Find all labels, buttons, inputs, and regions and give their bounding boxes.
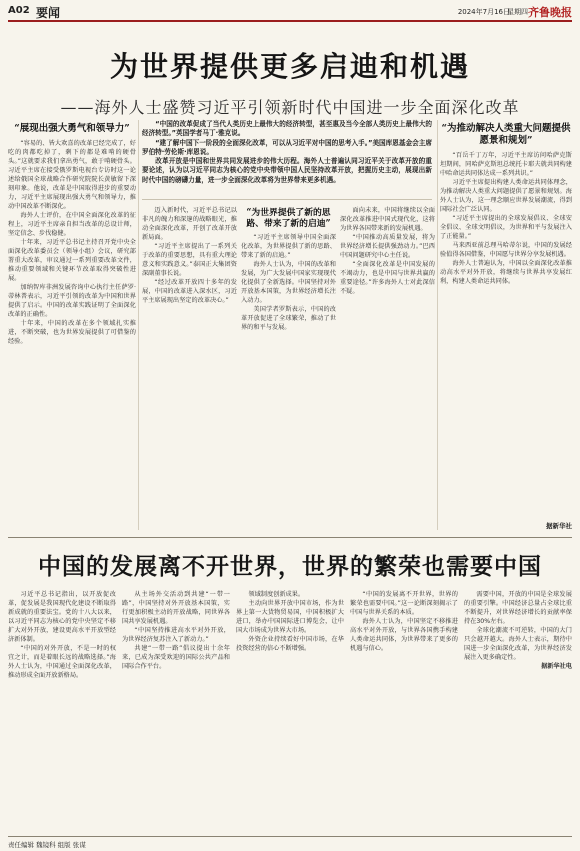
article-paragraph: “习近平主席领导中国全面深化改革，为世界提供了新的思路、带来了新的启迪。” [241, 234, 336, 259]
masthead [8, 4, 572, 22]
article-paragraph: 习近平总书记指出，以开放促改革，促发展是我国现代化建设不断取得新成就的重要法宝。党的十八大以来，以习近平同志为核心的党中央坚定不移扩大对外开放，建设更高水平开放型经济新体制。 [8, 591, 116, 643]
issue-date: 2024年7月16日 [457, 8, 510, 16]
article-paragraph: “中国坚持推进高水平对外开放，为世界经济复苏注入了新动力。” [122, 627, 230, 643]
article-paragraph: “中国的对外开放，不是一时的权宜之计，而是着眼长远的战略选择。”海外人士认为，中国通过全面深化改革，推动形成全面开放新格局。 [8, 645, 116, 679]
newspaper-logo: 齐鲁晚报 [528, 6, 572, 19]
middle-column-1 [142, 206, 237, 530]
bottom-column-5 [464, 590, 572, 830]
article-paragraph: “经过改革开放四十多年的发展，中国的改革进入深水区，习近平主席展现出坚定的改革决心。” [142, 279, 237, 304]
article-paragraph: 迈入新时代，习近平总书记以非凡的魄力和深邃的战略眼光，推动全面深化改革，开创了改革开放新局面。 [142, 207, 237, 241]
middle-column-3 [340, 206, 435, 530]
article-paragraph: 需要中国，开放的中国是全球发展的重要引擎。中国经济总量占全球比重不断提升，对世界经济增长的贡献率保持在30%左右。 [464, 591, 572, 625]
article-paragraph: “习近平主席提出了一系列关于改革的重要思想，具有重大理论意义和实践意义。”泰国正大集团资深副董事长说。 [142, 243, 237, 277]
article-paragraph: “容易的、皆大欢喜的改革已经完成了，好吃的肉都吃掉了，剩下的都是难啃的硬骨头。”这就要求我们拿出勇气，敢于啃硬骨头。习近平主席在接受俄罗斯电视台专访时这一论述给俄国全球战略合作研究院院长黄敏留下深刻印象。他说，改革是中国取得进步的重要动力，习近平主席展现出强大勇气和领导力，推动中国改革不断深化。 [8, 140, 136, 210]
right-section-title: “为推动解决人类重大问题提供愿景和规划” [441, 123, 571, 146]
section-divider [8, 537, 572, 538]
article-paragraph: 共建“一带一路”倡议提出十余年来，已成为深受欢迎的国际公共产品和国际合作平台。 [122, 645, 230, 670]
article-paragraph: 外资企业持续看好中国市场，在华投资经营的信心不断增强。 [236, 636, 344, 652]
lead-paragraph: “建了解中国下一阶段的全面深化改革，可以从习近平对中国的思考入手。”美国库恩基金会主席罗伯特·劳伦斯·库恩说。 [142, 138, 432, 156]
lead-paragraph: “中国的改革促成了当代人类历史上最伟大的经济转型，甚至惠及当今全部人类历史上最伟大的经济转型。”英国学者马丁·雅克说。 [142, 120, 432, 138]
article-paragraph: 海外人士认为，中国坚定不移推进高水平对外开放，与世界各国携手构建人类命运共同体，为世界带来了更多的机遇与信心。 [350, 618, 458, 652]
section-name: 要闻 [36, 6, 61, 20]
article-paragraph: “习近平主席提出的全球发展倡议、全球安全倡议、全球文明倡议，为世界和平与发展注入了正能量。” [440, 215, 572, 240]
article-byline: 据新华社电 [541, 663, 572, 670]
bottom-column-2 [122, 590, 230, 830]
issue-weekday: 星期四 [507, 8, 528, 16]
article-paragraph: 面向未来，中国将继续以全面深化改革推进中国式现代化，这将为世界各国带来新的发展机遇。 [340, 207, 435, 232]
article-paragraph: 海外人士评价，在中国全面深化改革的征程上，习近平主席亲自担当改革的总设计师，坚定信念、步伐稳健。 [8, 212, 136, 237]
main-subheadline: ——海外人士盛赞习近平引领新时代中国进一步全面深化改革 [60, 98, 520, 117]
article-paragraph: 习近平主席提出构建人类命运共同体理念，为推动解决人类重大问题提供了愿景和规划。海外人士认为，这一理念顺应世界发展潮流，得到国际社会广泛认同。 [440, 179, 572, 213]
article-paragraph: 全球化潮流不可逆转，中国的大门只会越开越大。海外人士表示，期待中国进一步全面深化改革，为世界经济发展注入更多确定性。 [464, 627, 572, 661]
left-section-title: “展现出强大勇气和领导力” [14, 123, 130, 134]
left-column [8, 120, 136, 530]
article-paragraph: “全面深化改革是中国发展的不竭动力，也是中国与世界共赢的重要途径。”许多海外人士对此深信不疑。 [340, 261, 435, 295]
column-rule [437, 120, 438, 530]
middle-column-2 [241, 206, 336, 530]
second-headline: 中国的发展离不开世界，世界的繁荣也需要中国 [38, 553, 542, 580]
article-paragraph: “百岳千丁万年，习近平主席访问哈萨克斯坦期间，同哈萨克斯坦总统托卡耶夫就共同构建中哈命运共同体达成一系列共识。” [440, 152, 572, 177]
article-paragraph: 加纳智库非洲发展咨询中心执行主任萨罗·蒂林普表示，习近平引领的改革为中国和世界提供了启示。中国的改革实践证明了全面深化改革的正确性。 [8, 284, 136, 318]
bottom-column-1 [8, 590, 116, 830]
article-paragraph: 马来西亚前总理马哈蒂尔说，中国的发展经验值得各国借鉴，中国愿与世界分享发展机遇。 [440, 242, 572, 258]
article-paragraph: “中国的发展离不开世界，世界的繁荣也需要中国。”这一论断深刻揭示了中国与世界关系的本质。 [350, 591, 458, 616]
article-paragraph: 领域制度创新成果。 [248, 591, 305, 598]
bottom-column-3 [236, 590, 344, 830]
bottom-column-4 [350, 590, 458, 830]
page-footer: 责任编辑 魏镜科 组版 张谋 [8, 836, 572, 849]
article-byline: 据新华社 [546, 522, 572, 530]
right-column [440, 120, 572, 530]
lead-paragraph: 改革开放是中国和世界共同发展进步的伟大历程。海外人士普遍认同习近平关于改革开放的重要论述，认为以习近平同志为核心的党中央带领中国人民坚持改革开放，把握历史主动，展现出新时代中国的磅礴力量，进一步全面深化改革将为世界带来更多机遇。 [142, 157, 432, 184]
article-lead [142, 120, 432, 200]
page-number: A02 [8, 5, 30, 16]
article-paragraph: 十年来，中国的改革在多个领域扎实推进，不断突破，也为世界发展提供了可借鉴的经验。 [8, 320, 136, 345]
column-rule [138, 120, 139, 530]
article-paragraph: 海外人士普遍认为，中国以全面深化改革推动高水平对外开放，将继续与世界共享发展红利，构建人类命运共同体。 [440, 260, 572, 285]
main-headline: 为世界提供更多启迪和机遇 [109, 50, 470, 83]
article-paragraph: 美国学者罗斯表示，中国的改革开放促进了全球繁荣，推动了世界的和平与发展。 [241, 306, 336, 331]
article-paragraph: “中国推动高质量发展，将为世界经济增长提供强劲动力。”巴西中国问题研究中心主任说。 [340, 234, 435, 259]
article-paragraph: 海外人士认为，中国的改革和发展，为广大发展中国家实现现代化提供了全新选择。中国坚持对外开放基本国策，为世界经济增长注入动力。 [241, 261, 336, 304]
article-paragraph: 主动向世界开放中国市场，作为世界上第一大货物贸易国，中国积极扩大进口，举办中国国际进口博览会，让中国大市场成为世界大市场。 [236, 600, 344, 634]
middle-section-title: “为世界提供了新的思路、带来了新的启迪” [246, 208, 331, 229]
article-paragraph: 从主场外交活动到共建“一带一路”，中国坚持对外开放基本国策，实行更加积极主动的开放战略，同世界各国共享发展机遇。 [122, 591, 230, 625]
article-paragraph: 十年来，习近平总书记主持召开党中央全面深化改革委员会（领导小组）会议，研究部署重大改革，审议通过一系列重要改革文件，推动重要领域和关键环节改革取得突破性进展。 [8, 239, 136, 282]
